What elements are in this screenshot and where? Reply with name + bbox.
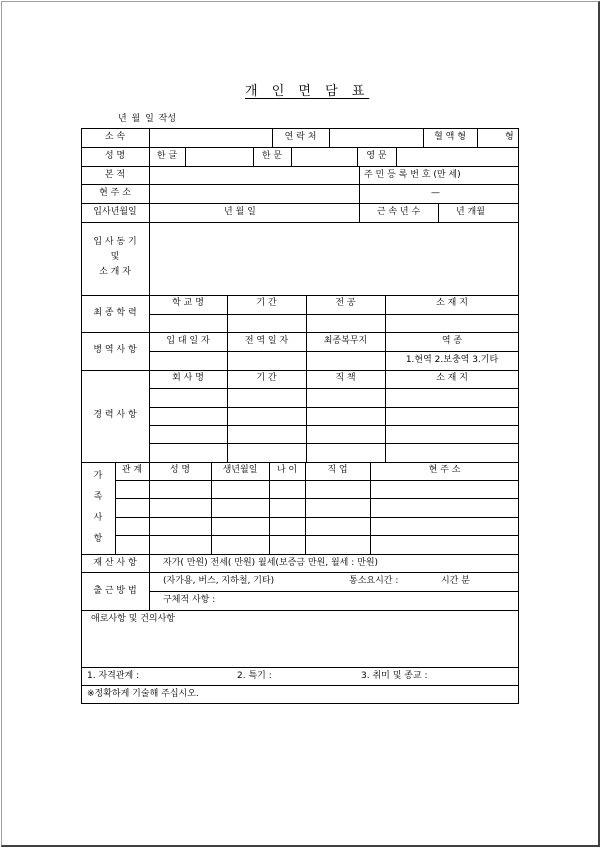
korean-name-label: 한 글 [156, 151, 178, 161]
military-label: 병 역 사 항 [93, 345, 137, 355]
grid-line [438, 203, 439, 222]
education-header-major: 전 공 [335, 298, 356, 308]
commute-time-text: 시간 분 [441, 576, 470, 586]
hanja-name-label: 한 문 [261, 151, 283, 161]
commute-means: (자가용, 버스, 지하철, 기타) [163, 576, 275, 586]
grid-line [81, 370, 519, 371]
family-header-occupation: 직 업 [327, 465, 348, 475]
english-name-field[interactable] [397, 148, 518, 165]
address-label: 현 주 소 [99, 188, 131, 198]
career-header-location: 소 재 지 [436, 373, 468, 383]
origin-label: 본 적 [104, 170, 126, 180]
resident-number-label: 주 민 등 록 번 호 (만 세) [364, 170, 461, 180]
military-header-last-post: 최종복무지 [323, 336, 368, 346]
hobby-label: 3. 취미 및 종교 : [361, 671, 428, 681]
date-written-line: 년 월 일 작성 [118, 114, 177, 124]
english-name-label: 영 문 [366, 151, 387, 161]
hanja-name-field[interactable] [292, 148, 357, 165]
grid-line [149, 314, 519, 315]
education-label: 최 종 학 력 [93, 308, 137, 318]
affiliation-label: 소 속 [104, 132, 126, 142]
motive-label-line3: 소 개 자 [99, 267, 131, 277]
motive-field[interactable] [150, 223, 518, 294]
grid-line [149, 388, 519, 389]
family-label-char-4: 항 [93, 534, 103, 544]
license-label: 1. 자격관계 : [87, 671, 140, 681]
career-label: 경 력 사 항 [93, 410, 137, 420]
grid-line [115, 535, 519, 536]
family-label-char-1: 가 [93, 471, 103, 481]
motive-label-line2: 및 [110, 252, 120, 262]
grid-line [149, 425, 519, 426]
grid-line [149, 554, 150, 610]
education-header-location: 소 재 지 [436, 298, 468, 308]
address-field[interactable] [150, 185, 359, 202]
family-header-relation: 관 계 [121, 465, 143, 475]
interview-form [81, 128, 519, 704]
grid-line [81, 295, 519, 296]
career-header-position: 직 책 [335, 373, 356, 383]
years-of-service-text: 년 개월 [456, 207, 485, 217]
grid-line [149, 351, 519, 352]
career-header-company: 회 사 명 [172, 373, 204, 383]
family-header-birthdate: 생년월일 [222, 465, 258, 475]
contact-label: 연 락 처 [284, 132, 317, 142]
page-title: 개 인 면 담 표 [245, 84, 370, 99]
grid-line [81, 332, 519, 333]
blood-type-suffix: 형 [505, 132, 514, 142]
grid-line [359, 166, 360, 203]
join-date-text: 년 월 일 [224, 207, 256, 217]
grid-line [149, 407, 519, 408]
grid-line [115, 517, 519, 518]
military-type-options: 1.현역 2.보충역 3.기타 [405, 355, 499, 365]
blood-type-label: 혈 액 형 [434, 132, 466, 142]
grid-line [81, 667, 519, 668]
family-label-char-3: 사 [93, 513, 103, 523]
property-label: 재 산 사 항 [93, 558, 137, 568]
korean-name-field[interactable] [186, 148, 253, 165]
grid-line [115, 498, 519, 499]
education-header-period: 기 간 [256, 298, 277, 308]
grid-line [81, 572, 519, 573]
contact-field[interactable] [330, 129, 423, 146]
family-header-address: 현 주 소 [428, 465, 461, 475]
commute-time-label: 통소요시간 : [349, 576, 399, 586]
grid-line [149, 443, 519, 444]
education-header-school: 학 교 명 [172, 298, 204, 308]
military-header-enlist: 입 대 일 자 [166, 336, 210, 346]
difficulty-label: 애로사항 및 건의사항 [91, 614, 175, 624]
join-date-label: 입사년월일 [93, 207, 137, 217]
grid-line [81, 462, 519, 463]
origin-field[interactable] [150, 167, 359, 183]
commute-label: 출 근 방 법 [93, 586, 137, 596]
name-label: 성 명 [104, 151, 126, 161]
grid-line [149, 591, 519, 592]
commute-detail-label: 구체적 사항 : [163, 595, 216, 605]
grid-line [477, 128, 478, 147]
grid-line [81, 685, 519, 686]
difficulty-field[interactable] [82, 626, 518, 666]
note-text: ※정확하게 기술해 주십시오. [87, 689, 199, 699]
military-header-type: 역 종 [441, 336, 463, 346]
resident-number-dash: — [431, 188, 440, 198]
grid-line [81, 554, 519, 555]
family-header-age: 나 이 [276, 465, 298, 475]
grid-line [81, 203, 519, 204]
grid-line [81, 610, 519, 611]
family-header-name: 성 명 [169, 465, 191, 475]
career-header-period: 기 간 [256, 373, 277, 383]
family-label-char-2: 족 [93, 492, 103, 502]
military-header-discharge: 전 역 일 자 [244, 336, 289, 346]
grid-line [115, 480, 519, 481]
years-of-service-label: 근 속 년 수 [376, 207, 421, 217]
affiliation-field[interactable] [150, 129, 272, 146]
specialty-label: 2. 특기 : [237, 671, 272, 681]
motive-label-line1: 입 사 동 기 [93, 237, 137, 247]
property-text: 자가( 만원) 전세( 만원) 월세(보증금 만원, 월세 : 만원) [163, 558, 379, 568]
